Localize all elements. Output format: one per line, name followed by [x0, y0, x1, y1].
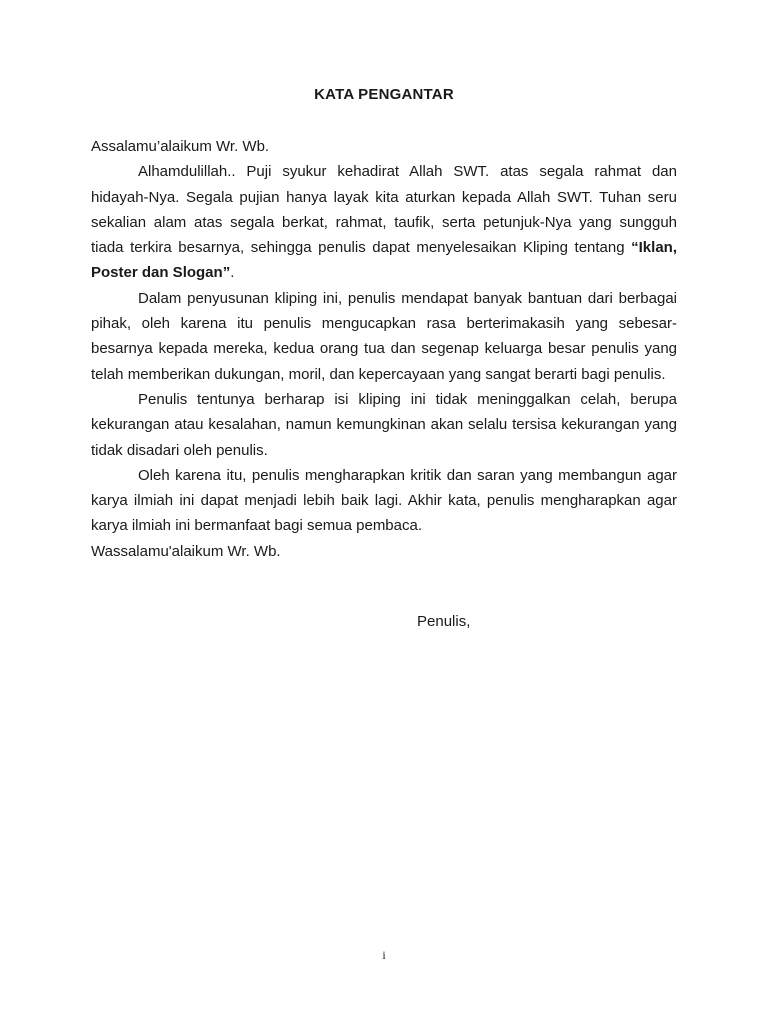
- paragraph-1: [91, 159, 677, 285]
- page-title: KATA PENGANTAR: [314, 86, 454, 103]
- closing: Wassalamu'alaikum Wr. Wb.: [91, 542, 281, 560]
- paragraph-1-bold-title: “Iklan, Poster dan Slogan”: [91, 239, 677, 282]
- page-number: i: [382, 948, 386, 962]
- paragraph-1-end: .: [230, 264, 235, 282]
- signature: Penulis,: [417, 613, 471, 630]
- paragraph-2: Dalam penyusunan kliping ini, penulis mendapat banyak bantuan dari berbagai pihak, oleh karena itu penulis mengucapkan rasa berterimakasih yang sebesar-besarnya kepada mereka, kedua orang tua dan segenap keluarga besar penulis yang telah memberikan dukungan, moril, dan kepercayaan yang sangat berarti bagi penulis.: [91, 289, 677, 383]
- paragraph-1-text: Alhamdulillah.. Puji syukur kehadirat Allah SWT. atas segala rahmat dan hidayah-Nya. Segala pujian hanya layak kita aturkan kepada Allah SWT. Tuhan seru sekalian alam atas segala berkat, rahmat, taufik, serta petunjuk-Nya yang sungguh tiada terkira besarnya, sehingga penulis dapat menyelesaikan Kliping tentang: [91, 163, 677, 257]
- document-body: [91, 134, 677, 564]
- paragraph-4: Oleh karena itu, penulis mengharapkan kritik dan saran yang membangun agar karya ilmiah ini dapat menjadi lebih baik lagi. Akhir kata, penulis mengharapkan agar karya ilmiah ini bermanfaat bagi semua pembaca.: [91, 466, 677, 535]
- greeting: Assalamu’alaikum Wr. Wb.: [91, 138, 270, 155]
- paragraph-3: Penulis tentunya berharap isi kliping ini tidak meninggalkan celah, berupa kekurangan atau kesalahan, namun kemungkinan akan selalu tersisa kekurangan yang tidak disadari oleh penulis.: [91, 390, 677, 459]
